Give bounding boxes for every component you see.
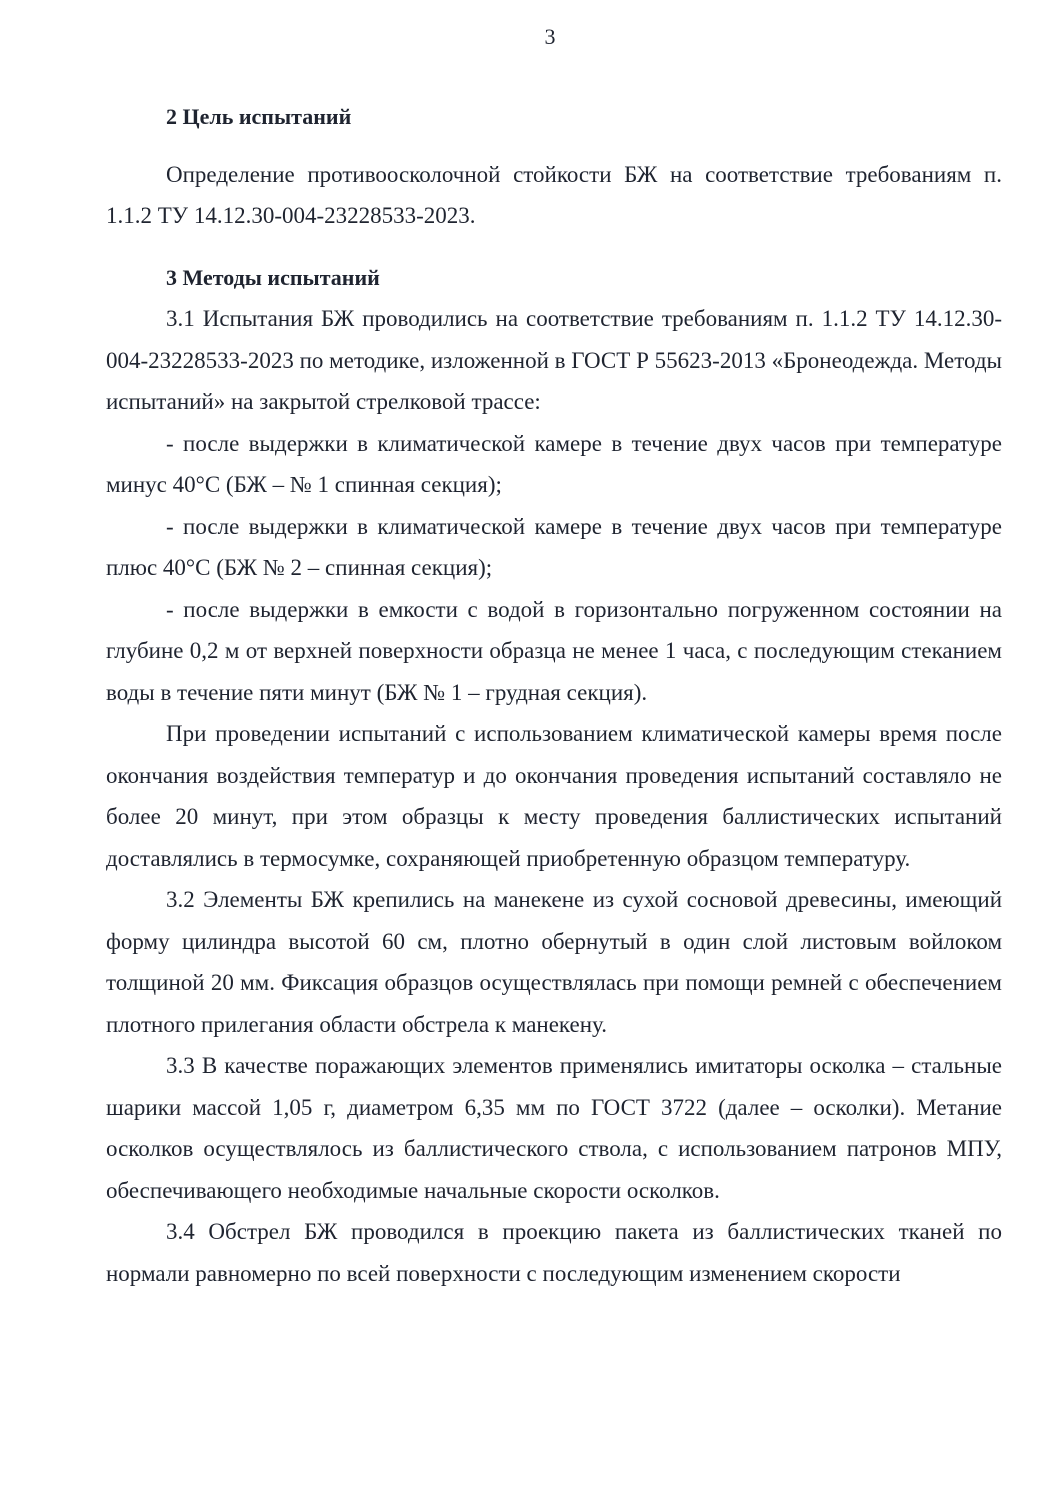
goal-paragraph: Определение противоосколочной стойкости БЖ на соответствие требованиям п. 1.1.2 ТУ 14.12.30-004-23228533-2023. bbox=[106, 161, 1002, 228]
list-item-water: - после выдержки в емкости с водой в горизонтально погруженном состоянии на глубине 0,2 м от верхней поверхности образца не менее 1 часа, с последующим стеканием воды в течение пяти минут (БЖ № 1 – грудная секция). bbox=[106, 596, 1002, 705]
paragraph-3-4: 3.4 Обстрел БЖ проводился в проекцию пакета из баллистических тканей по нормали равномерно по всей поверхности с последующим изменением скорости bbox=[106, 1219, 1002, 1286]
section-heading-methods: 3 Методы испытаний bbox=[166, 264, 380, 290]
page-number: 3 bbox=[544, 24, 556, 49]
paragraph-3-3: 3.3 В качестве поражающих элементов применялись имитаторы осколка – стальные шарики массой 1,05 г, диаметром 6,35 мм по ГОСТ 3722 (далее – осколки). Метание осколков осуществлялось из баллистического ствола, с использованием патронов МПУ, обеспечивающего необходимые начальные скорости осколков. bbox=[106, 1053, 1002, 1203]
climate-note-paragraph: При проведении испытаний с использованием климатической камеры время после окончания воздействия температур и до окончания проведения испытаний составляло не более 20 минут, при этом образцы к месту проведения баллистических испытаний доставлялись в термосумке, сохраняющей приобретенную образцом температуру. bbox=[106, 721, 1002, 871]
paragraph-3-1: 3.1 Испытания БЖ проводились на соответствие требованиям п. 1.1.2 ТУ 14.12.30-004-23228533-2023 по методике, изложенной в ГОСТ Р 55623-2013 «Бронеодежда. Методы испытаний» на закрытой стрелковой трассе: bbox=[106, 306, 1002, 414]
list-item-cold: - после выдержки в климатической камере в течение двух часов при температуре минус 40°С (БЖ – № 1 спинная секция); bbox=[106, 430, 1002, 497]
paragraph-3-2: 3.2 Элементы БЖ крепились на манекене из сухой сосновой древесины, имеющий форму цилиндра высотой 60 см, плотно обернутый в один слой листовым войлоком толщиной 20 мм. Фиксация образцов осуществлялась при помощи ремней с обеспечением плотного прилегания области обстрела к манекену. bbox=[106, 887, 1002, 1037]
document-body bbox=[106, 96, 1002, 1294]
list-item-heat: - после выдержки в климатической камере в течение двух часов при температуре плюс 40°С (БЖ № 2 – спинная секция); bbox=[106, 513, 1002, 580]
section-heading-goal: 2 Цель испытаний bbox=[166, 104, 352, 129]
